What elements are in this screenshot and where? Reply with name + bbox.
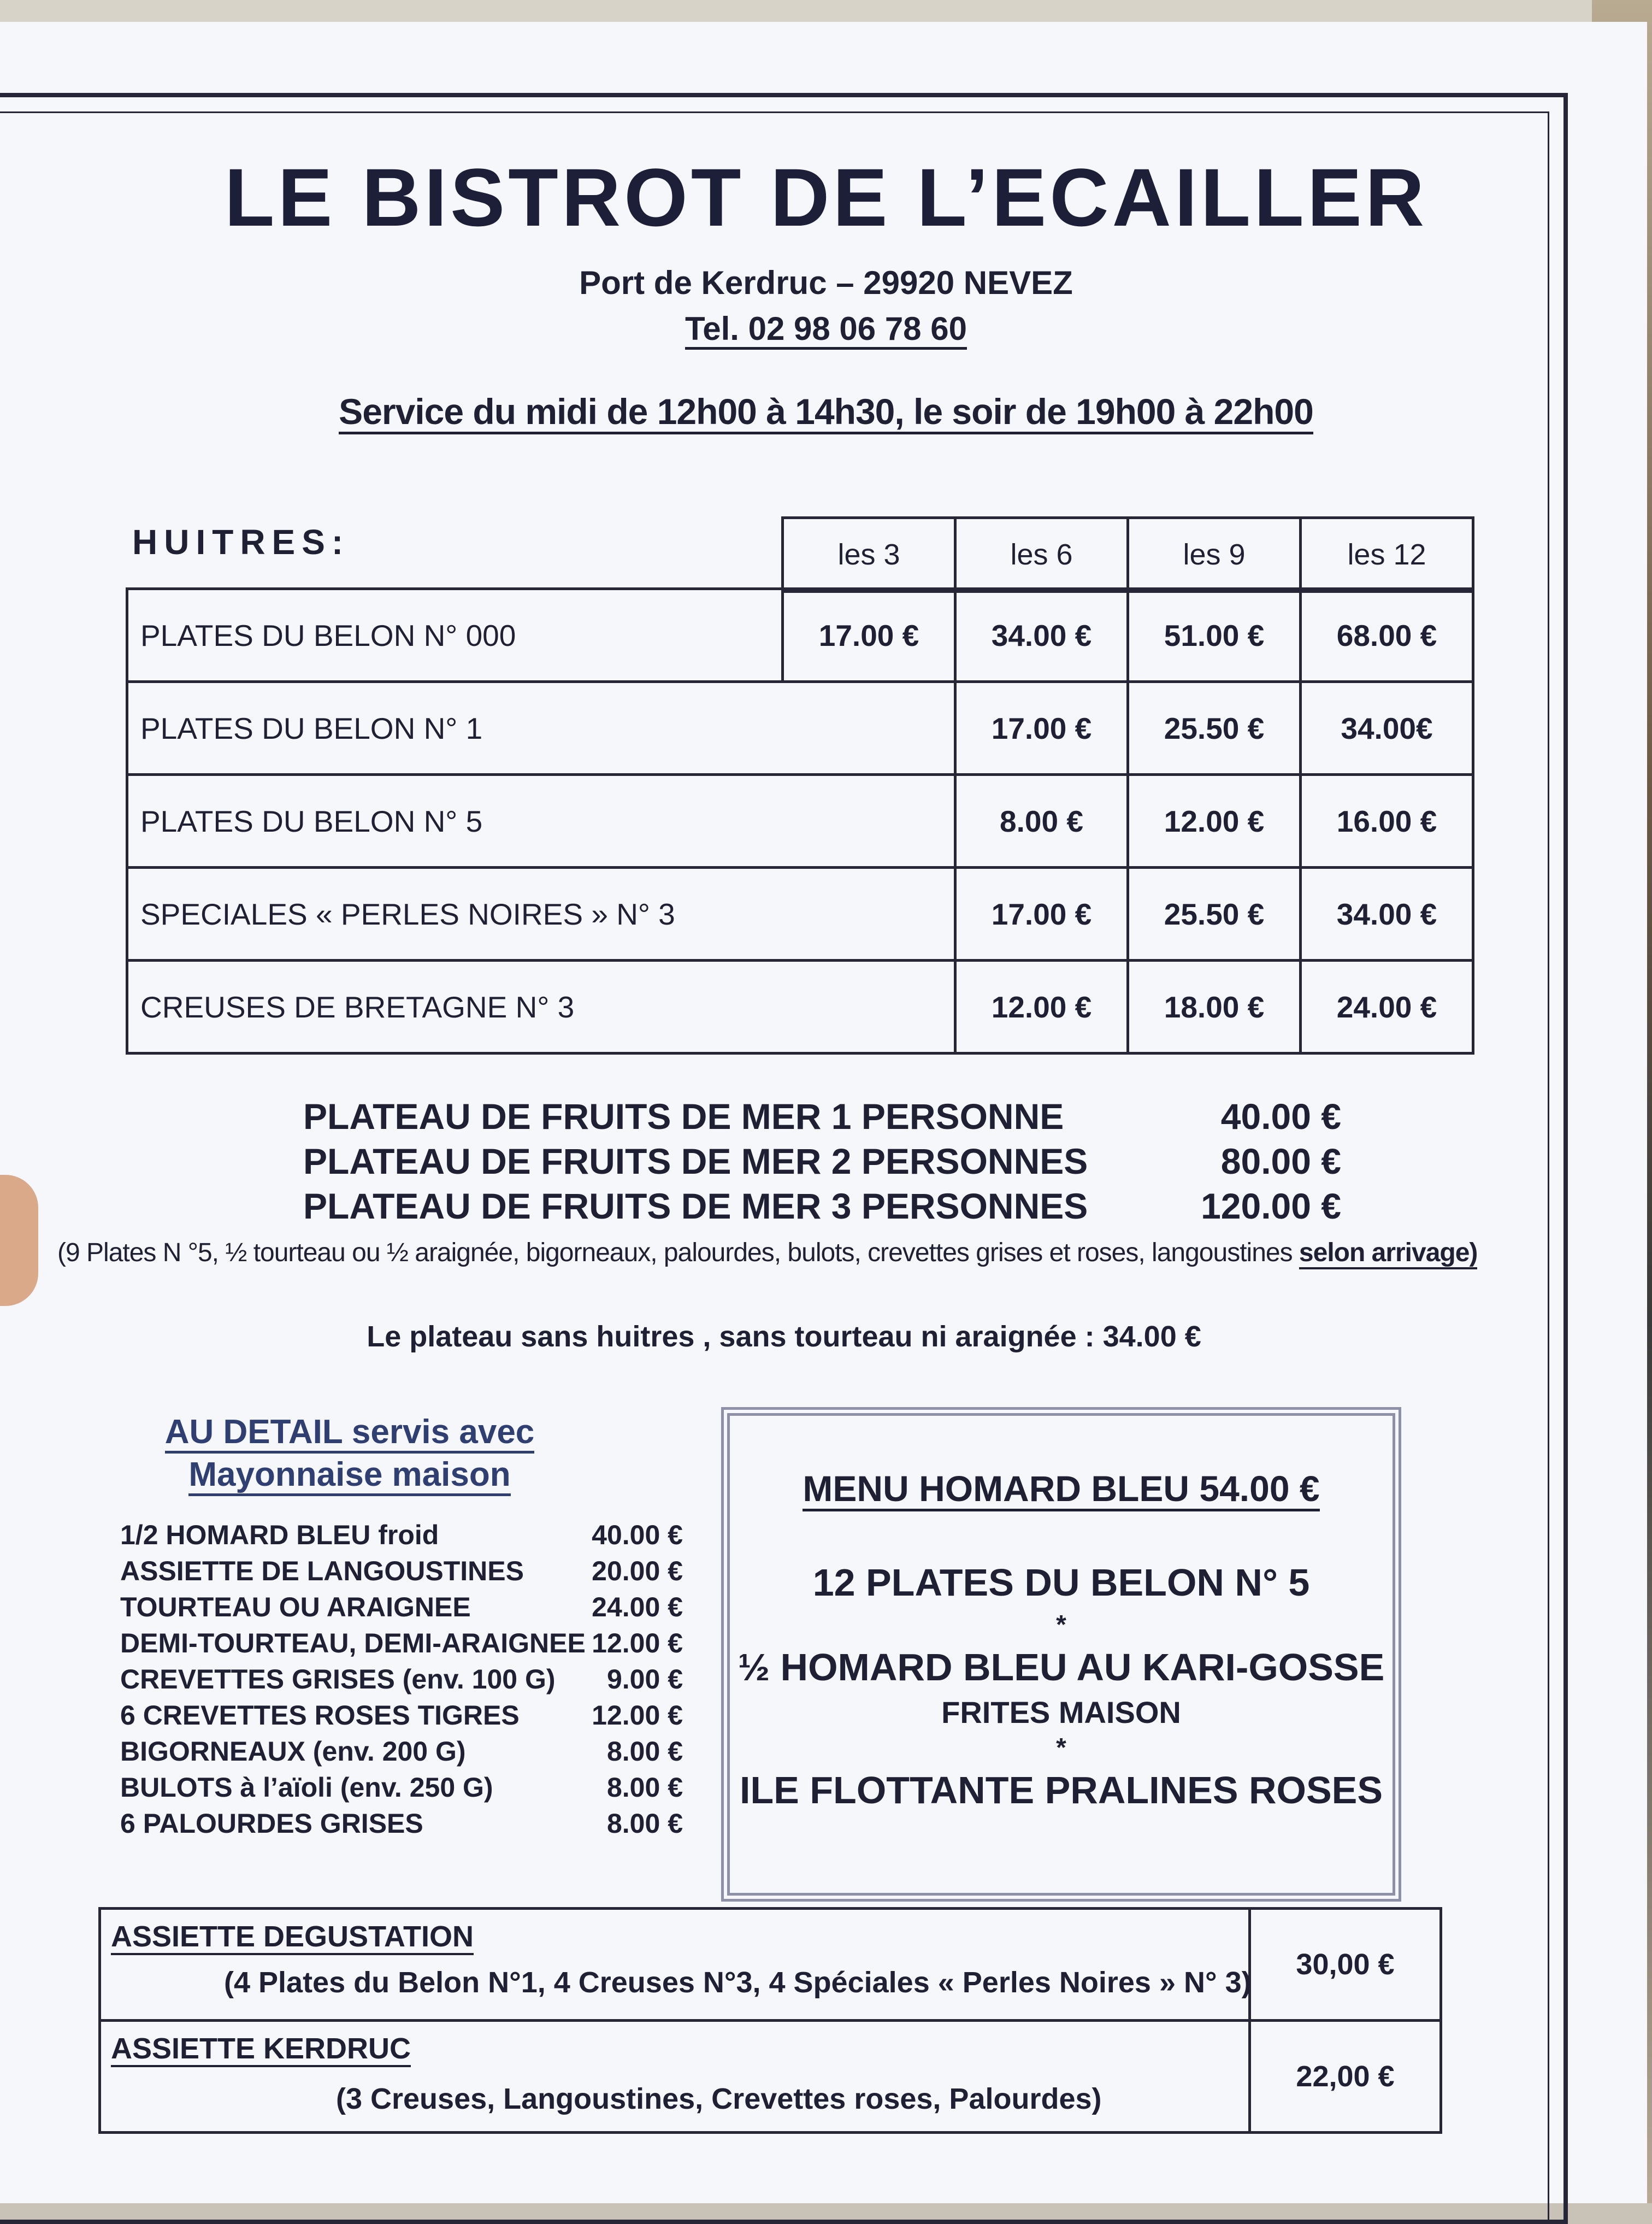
oyster-name: SPECIALES « PERLES NOIRES » N° 3: [127, 868, 955, 961]
menu-homard-title-text: MENU HOMARD BLEU 54.00 €: [803, 1468, 1319, 1511]
list-item: [120, 1772, 683, 1808]
menu-course-2: ½ HOMARD BLEU AU KARI-GOSSE: [738, 1646, 1385, 1688]
assiette-detail: (3 Creuses, Langoustines, Crevettes roses, Palourdes): [336, 2082, 1102, 2115]
detail-subheading: [142, 1455, 557, 1494]
table-row: [127, 961, 1473, 1054]
oyster-price: 8.00 €: [955, 775, 1128, 868]
list-item: [303, 1185, 1341, 1230]
restaurant-address: Port de Kerdruc – 29920 NEVEZ: [579, 264, 1073, 301]
detail-price: 8.00 €: [606, 1808, 683, 1839]
assiette-name-text: ASSIETTE DEGUSTATION: [111, 1920, 474, 1955]
detail-price: 12.00 €: [592, 1700, 683, 1731]
plateau-price: 80.00 €: [1220, 1141, 1341, 1181]
huitres-heading: HUITRES:: [132, 522, 350, 562]
detail-price: 12.00 €: [592, 1628, 683, 1658]
plateau-note-emphasis: selon arrivage): [1299, 1238, 1477, 1269]
assiette-cell: [100, 2021, 1250, 2133]
detail-label: BIGORNEAUX (env. 200 G): [120, 1736, 466, 1767]
assiette-price: 22,00 €: [1250, 2021, 1441, 2133]
detail-price: 8.00 €: [606, 1736, 683, 1767]
list-item: [120, 1519, 683, 1555]
column-header: les 6: [955, 518, 1128, 592]
detail-label: 1/2 HOMARD BLEU froid: [120, 1520, 439, 1550]
list-item: [120, 1627, 683, 1663]
detail-label: ASSIETTE DE LANGOUSTINES: [120, 1556, 524, 1586]
restaurant-phone: [0, 310, 1652, 348]
detail-price: 20.00 €: [592, 1556, 683, 1586]
menu-separator: *: [1056, 1610, 1066, 1639]
oyster-price: 18.00 €: [1128, 961, 1301, 1054]
detail-heading: [142, 1413, 557, 1451]
phone-text: Tel. 02 98 06 78 60: [685, 310, 967, 350]
list-item: [120, 1591, 683, 1627]
service-hours-text: Service du midi de 12h00 à 14h30, le soir de 19h00 à 22h00: [339, 391, 1313, 434]
assiette-detail: (4 Plates du Belon N°1, 4 Creuses N°3, 4 Spéciales « Perles Noires » N° 3): [224, 1966, 1252, 1999]
assiette-price: 30,00 €: [1250, 1909, 1441, 2021]
table-row: [100, 2021, 1441, 2133]
oyster-price: 34.00 €: [1301, 868, 1473, 961]
menu-homard-box: [721, 1407, 1401, 1902]
table-row: [127, 868, 1473, 961]
detail-label: BULOTS à l’aïoli (env. 250 G): [120, 1772, 493, 1803]
detail-heading-text: AU DETAIL servis avec: [165, 1413, 535, 1454]
assiette-name-text: ASSIETTE KERDRUC: [111, 2032, 411, 2067]
oyster-price: 51.00 €: [1128, 589, 1301, 682]
detail-label: 6 PALOURDES GRISES: [120, 1808, 423, 1839]
assiettes-table: [98, 1907, 1442, 2134]
plateau-price: 40.00 €: [1220, 1096, 1341, 1137]
oyster-price: 34.00€: [1301, 682, 1473, 775]
plateaux-list: [303, 1096, 1341, 1230]
oyster-price: 17.00 €: [783, 589, 955, 682]
detail-price: 8.00 €: [606, 1772, 683, 1803]
oyster-price: 25.50 €: [1128, 868, 1301, 961]
list-item: [120, 1699, 683, 1735]
plateau-price: 120.00 €: [1201, 1186, 1341, 1226]
menu-course-3: ILE FLOTTANTE PRALINES ROSES: [739, 1769, 1383, 1811]
detail-label: CREVETTES GRISES (env. 100 G): [120, 1664, 556, 1695]
list-item: [120, 1808, 683, 1844]
assiette-name: [111, 2032, 411, 2066]
detail-list: [120, 1519, 683, 1844]
column-header: les 12: [1301, 518, 1473, 592]
oyster-name: PLATES DU BELON N° 5: [127, 775, 955, 868]
list-item: [120, 1663, 683, 1699]
detail-price: 40.00 €: [592, 1520, 683, 1550]
oyster-price: 17.00 €: [955, 682, 1128, 775]
plateau-label: PLATEAU DE FRUITS DE MER 2 PERSONNES: [303, 1141, 1088, 1181]
detail-label: DEMI-TOURTEAU, DEMI-ARAIGNEE: [120, 1628, 586, 1658]
huitres-column-headers: [781, 516, 1474, 593]
plateau-note: [57, 1238, 1477, 1268]
table-row: [100, 1909, 1441, 2021]
plateau-label: PLATEAU DE FRUITS DE MER 3 PERSONNES: [303, 1186, 1088, 1226]
detail-price: 9.00 €: [606, 1664, 683, 1695]
table-row: [127, 589, 1473, 682]
oyster-price: 12.00 €: [955, 961, 1128, 1054]
huitres-table: [126, 587, 1474, 1055]
oyster-price: 25.50 €: [1128, 682, 1301, 775]
oyster-price: 34.00 €: [955, 589, 1128, 682]
table-row: [127, 775, 1473, 868]
menu-course-1: 12 PLATES DU BELON N° 5: [812, 1561, 1310, 1604]
finger: [0, 1175, 38, 1306]
plateau-label: PLATEAU DE FRUITS DE MER 1 PERSONNE: [303, 1096, 1064, 1137]
detail-label: TOURTEAU OU ARAIGNEE: [120, 1592, 471, 1622]
menu-homard-title: [730, 1468, 1393, 1509]
plateau-sans-huitres: Le plateau sans huitres , sans tourteau ni araignée : 34.00 €: [367, 1320, 1201, 1353]
list-item: [120, 1555, 683, 1591]
oyster-name: PLATES DU BELON N° 1: [127, 682, 955, 775]
oyster-price: 16.00 €: [1301, 775, 1473, 868]
detail-label: 6 CREVETTES ROSES TIGRES: [120, 1700, 520, 1731]
detail-subheading-text: Mayonnaise maison: [188, 1456, 510, 1496]
detail-price: 24.00 €: [592, 1592, 683, 1622]
oyster-name: PLATES DU BELON N° 000: [127, 589, 783, 682]
assiette-cell: [100, 1909, 1250, 2021]
list-item: [120, 1735, 683, 1772]
oyster-name: CREUSES DE BRETAGNE N° 3: [127, 961, 955, 1054]
oyster-price: 12.00 €: [1128, 775, 1301, 868]
assiette-name: [111, 1920, 474, 1954]
list-item: [303, 1140, 1341, 1185]
column-header: les 3: [783, 518, 955, 592]
restaurant-name: LE BISTROT DE L’ECAILLER: [224, 151, 1428, 243]
oyster-price: 68.00 €: [1301, 589, 1473, 682]
list-item: [303, 1096, 1341, 1140]
oyster-price: 17.00 €: [955, 868, 1128, 961]
table-row: [127, 682, 1473, 775]
oyster-price: 24.00 €: [1301, 961, 1473, 1054]
service-hours: [0, 391, 1652, 432]
menu-separator: *: [1056, 1733, 1066, 1762]
menu-course-2-side: FRITES MAISON: [941, 1695, 1181, 1729]
column-header: les 9: [1128, 518, 1301, 592]
plateau-note-text: (9 Plates N °5, ½ tourteau ou ½ araignée, bigorneaux, palourdes, bulots, crevettes grises et roses, langoustines: [57, 1238, 1299, 1267]
